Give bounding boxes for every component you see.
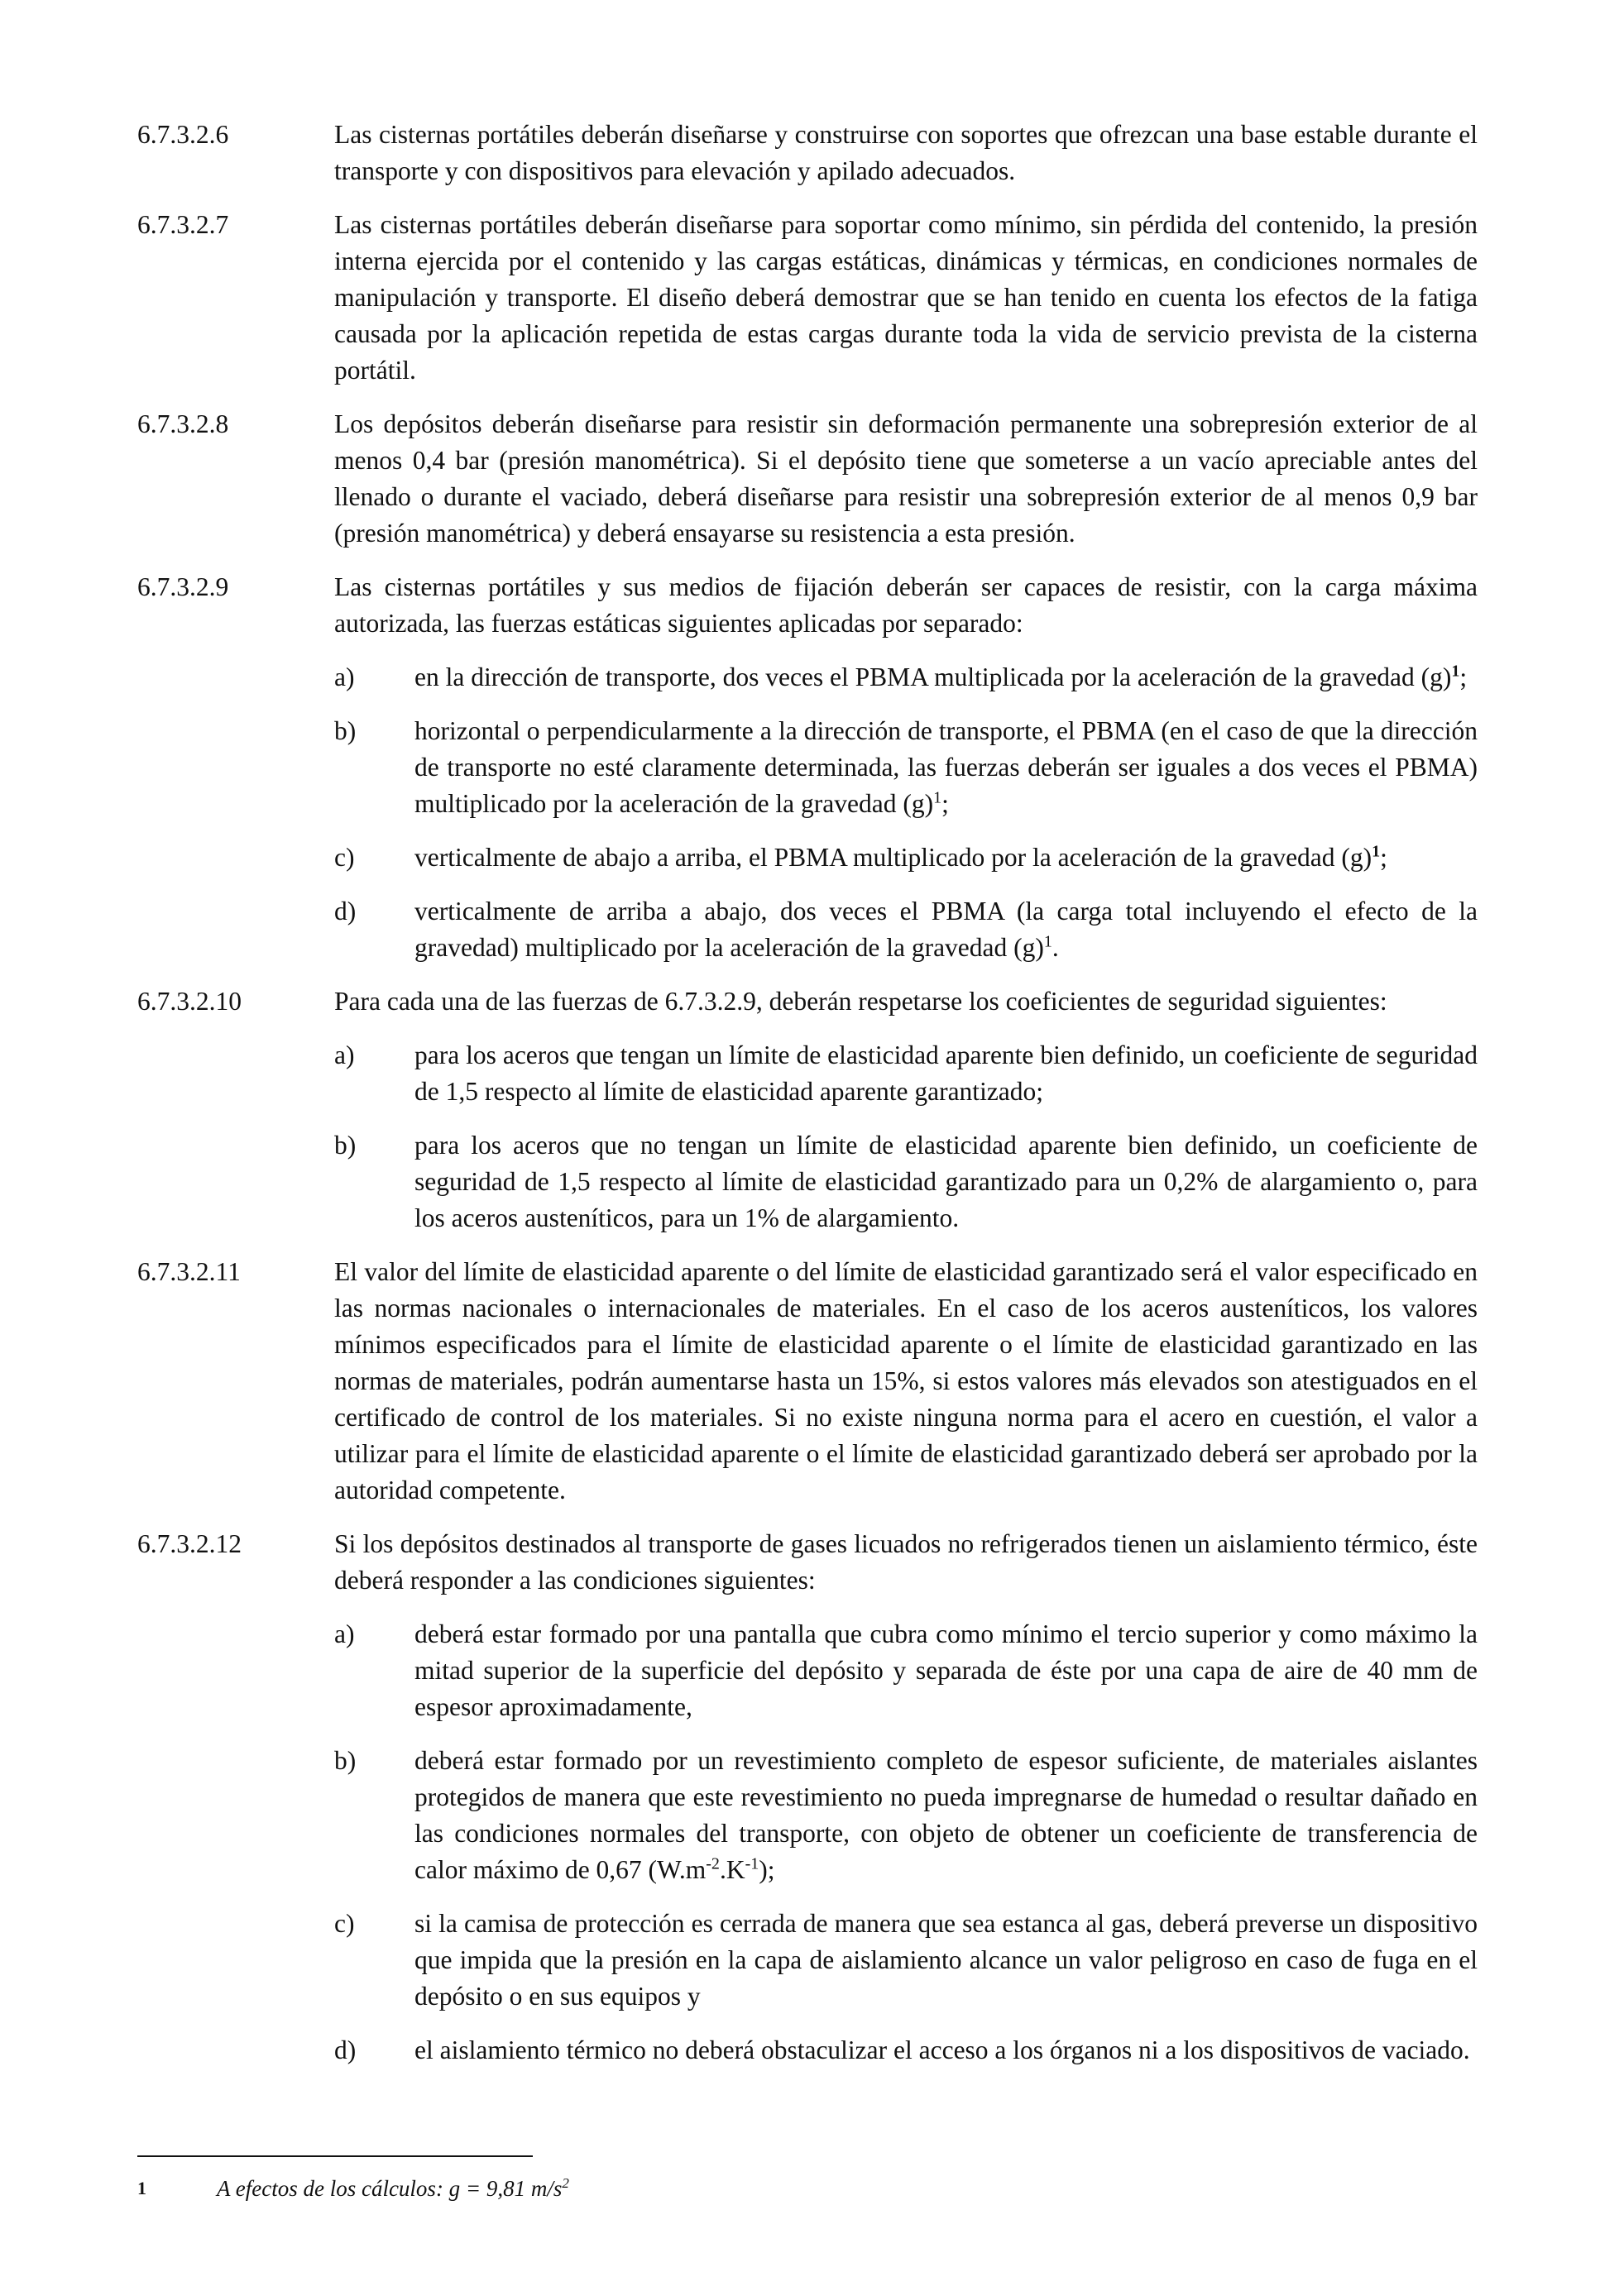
list-item: [334, 1616, 1478, 1725]
footnote: [137, 2174, 569, 2203]
section-text: Las cisternas portátiles y sus medios de fijación deberán ser capaces de resistir, con la carga máxima autorizada, las fuerzas estáticas siguientes aplicadas por separado:: [334, 572, 1478, 638]
section-6-7-3-2-8: [137, 406, 1478, 552]
section-text: Si los depósitos destinados al transporte de gases licuados no refrigerados tienen un aislamiento térmico, éste deberá responder a las condiciones siguientes:: [334, 1529, 1478, 1595]
section-6-7-3-2-12: [137, 1526, 1478, 2069]
item-label: b): [334, 1746, 357, 1775]
section-6-7-3-2-11: [137, 1254, 1478, 1509]
section-6-7-3-2-7: [137, 207, 1478, 389]
section-number: 6.7.3.2.11: [137, 1257, 241, 1286]
list-item: [334, 1743, 1478, 1888]
section-number: 6.7.3.2.9: [137, 572, 229, 601]
item-text: horizontal o perpendicularmente a la dirección de transporte, el PBMA (en el caso de que la dirección de transporte no esté claramente determinada, las fuerzas deberán ser iguales a dos veces el PBMA) multiplicado por la aceleración de la gravedad $(g)^1$;: [414, 716, 1478, 818]
list-item: [334, 659, 1478, 696]
section-6-7-3-2-9: [137, 569, 1478, 966]
item-text: verticalmente de arriba a abajo, dos veces el PBMA (la carga total incluyendo el efecto de la gravedad) multiplicado por la aceleración de la gravedad $(g)^1$.: [414, 897, 1478, 962]
list-item: [334, 713, 1478, 822]
list-item: [334, 839, 1478, 876]
item-label: d): [334, 2035, 357, 2064]
item-label: c): [334, 843, 355, 872]
list-item: [334, 1127, 1478, 1236]
insulation-conditions-list: [334, 1616, 1478, 2069]
document-body: [137, 117, 1478, 2086]
list-item: [334, 2032, 1478, 2069]
list-item: [334, 1906, 1478, 2015]
section-number: 6.7.3.2.12: [137, 1529, 242, 1558]
section-number: 6.7.3.2.8: [137, 409, 229, 438]
item-label: a): [334, 1040, 355, 1069]
list-item: [334, 1037, 1478, 1110]
item-text: deberá estar formado por un revestimiento completo de espesor suficiente, de materiales aislantes protegidos de manera que este revestimiento no pueda impregnarse de humedad o resultar dañado en las condiciones normales del transporte, con objeto de obtener un coeficiente de transferencia de calor máximo de 0,67 $(W.m^{-2}.K^{-1})$;: [414, 1746, 1478, 1884]
footnote-ref[interactable]: 1: [1451, 662, 1460, 681]
section-text: Las cisternas portátiles deberán diseñarse para soportar como mínimo, sin pérdida del contenido, la presión interna ejercida por el contenido y las cargas estáticas, dinámicas y térmicas, en condiciones normales de manipulación y transporte. El diseño deberá demostrar que se han tenido en cuenta los efectos de la fatiga causada por la aplicación repetida de estas cargas durante toda la vida de servicio prevista de la cisterna portátil.: [334, 210, 1478, 385]
footnote-ref[interactable]: 1: [1043, 932, 1052, 951]
item-text: el aislamiento térmico no deberá obstaculizar el acceso a los órganos ni a los dispositivos de vaciado.: [414, 2035, 1470, 2064]
item-label: b): [334, 1131, 357, 1160]
safety-factor-list: [334, 1037, 1478, 1236]
section-number: 6.7.3.2.10: [137, 987, 242, 1016]
footnote-ref[interactable]: 1: [1372, 842, 1381, 861]
section-6-7-3-2-6: [137, 117, 1478, 189]
footnote-separator: [137, 2155, 533, 2157]
item-label: a): [334, 662, 355, 691]
footnote-mark: 1: [137, 2178, 146, 2198]
list-item: [334, 893, 1478, 966]
section-number: 6.7.3.2.6: [137, 120, 229, 149]
footnote-text: A efectos de los cálculos: g = 9,81 $m/s^2$: [217, 2175, 569, 2201]
section-text: El valor del límite de elasticidad aparente o del límite de elasticidad garantizado será el valor especificado en las normas nacionales o internacionales de materiales. En el caso de los aceros austeníticos, los valores mínimos especificados para el límite de elasticidad aparente o el límite de elasticidad garantizado en las normas de materiales, podrán aumentarse hasta un 15%, si estos valores más elevados son atestiguados en el certificado de control de los materiales. Si no existe ninguna norma para el acero en cuestión, el valor a utilizar para el límite de elasticidad aparente o el límite de elasticidad garantizado deberá ser aprobado por la autoridad competente.: [334, 1257, 1478, 1504]
section-text: Para cada una de las fuerzas de 6.7.3.2.9, deberán respetarse los coeficientes de seguridad siguientes:: [334, 987, 1387, 1016]
item-text: verticalmente de abajo a arriba, el PBMA multiplicado por la aceleración de la gravedad $(g)^1$;: [414, 842, 1387, 872]
item-text: en la dirección de transporte, dos veces el PBMA multiplicada por la aceleración de la gravedad $(g)^1$;: [414, 662, 1468, 691]
item-label: d): [334, 897, 357, 926]
section-text: Las cisternas portátiles deberán diseñarse y construirse con soportes que ofrezcan una base estable durante el transporte y con dispositivos para elevación y apilado adecuados.: [334, 120, 1478, 185]
item-label: a): [334, 1619, 355, 1648]
item-label: c): [334, 1909, 355, 1938]
item-text: para los aceros que no tengan un límite de elasticidad aparente bien definido, un coeficiente de seguridad de 1,5 respecto al límite de elasticidad garantizado para un 0,2% de alargamiento o, para los aceros austeníticos, para un 1% de alargamiento.: [414, 1131, 1478, 1232]
item-text: para los aceros que tengan un límite de elasticidad aparente bien definido, un coeficiente de seguridad de 1,5 respecto al límite de elasticidad aparente garantizado;: [414, 1040, 1478, 1106]
footnote-ref[interactable]: 1: [933, 788, 942, 807]
section-number: 6.7.3.2.7: [137, 210, 229, 239]
item-text: deberá estar formado por una pantalla que cubra como mínimo el tercio superior y como máximo la mitad superior de la superficie del depósito y separada de éste por una capa de aire de 40 mm de espesor aproximadamente,: [414, 1619, 1478, 1721]
section-6-7-3-2-10: [137, 983, 1478, 1236]
section-text: Los depósitos deberán diseñarse para resistir sin deformación permanente una sobrepresión exterior de al menos 0,4 bar (presión manométrica). Si el depósito tiene que someterse a un vacío apreciable antes del llenado o durante el vaciado, deberá diseñarse para resistir una sobrepresión exterior de al menos 0,9 bar (presión manométrica) y deberá ensayarse su resistencia a esta presión.: [334, 409, 1478, 548]
item-text: si la camisa de protección es cerrada de manera que sea estanca al gas, deberá preverse un dispositivo que impida que la presión en la capa de aislamiento alcance un valor peligroso en caso de fuga en el depósito o en sus equipos y: [414, 1909, 1478, 2011]
item-label: b): [334, 716, 357, 745]
force-list: [334, 659, 1478, 966]
